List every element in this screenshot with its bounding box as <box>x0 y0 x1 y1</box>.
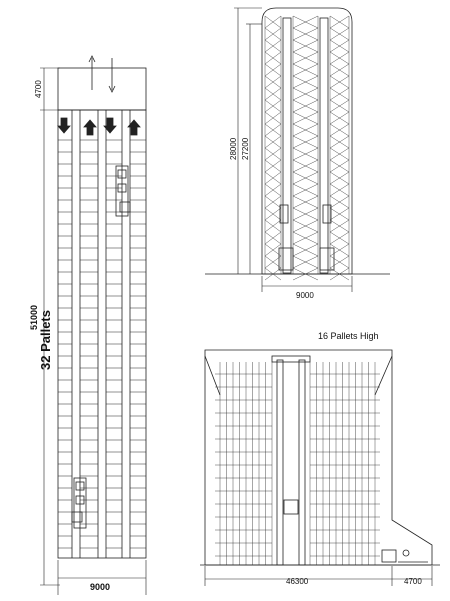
pickup-station <box>382 550 428 562</box>
side-dropoff-dimension: 4700 <box>404 577 422 586</box>
side-rack-right <box>310 362 380 565</box>
side-title: 16 Pallets High <box>318 331 379 341</box>
side-outline <box>205 350 432 565</box>
stacker-crane <box>72 478 86 528</box>
plan-height-dimension: 51000 <box>29 304 39 330</box>
plan-outline <box>58 110 146 558</box>
side-view <box>200 350 440 586</box>
elevation-rack-height: 27200 <box>241 137 250 160</box>
side-dimensions <box>205 566 432 586</box>
stacker-crane <box>116 166 130 216</box>
elevation-cranes <box>279 18 334 273</box>
plan-aisles <box>72 110 130 558</box>
side-crane <box>272 356 310 565</box>
plan-dropoff-dimension: 4700 <box>34 80 43 98</box>
side-rack-left <box>215 362 272 565</box>
arrow-down-icon <box>58 118 70 133</box>
elevation-total-height: 28000 <box>229 137 238 160</box>
inbound-outbound-arrows <box>89 56 115 92</box>
plan-rack-rows <box>58 140 146 548</box>
plan-front-zone <box>58 68 146 110</box>
arrow-up-icon <box>84 120 96 135</box>
elevation-rack-bays <box>265 16 349 280</box>
side-length-dimension: 46300 <box>286 577 309 586</box>
plan-width-dimension: 9000 <box>90 582 111 592</box>
plan-view <box>40 56 146 595</box>
flow-arrows <box>58 118 140 135</box>
elevation-width-dimension: 9000 <box>296 291 314 300</box>
plan-capacity-label: 32 Pallets <box>38 310 53 370</box>
